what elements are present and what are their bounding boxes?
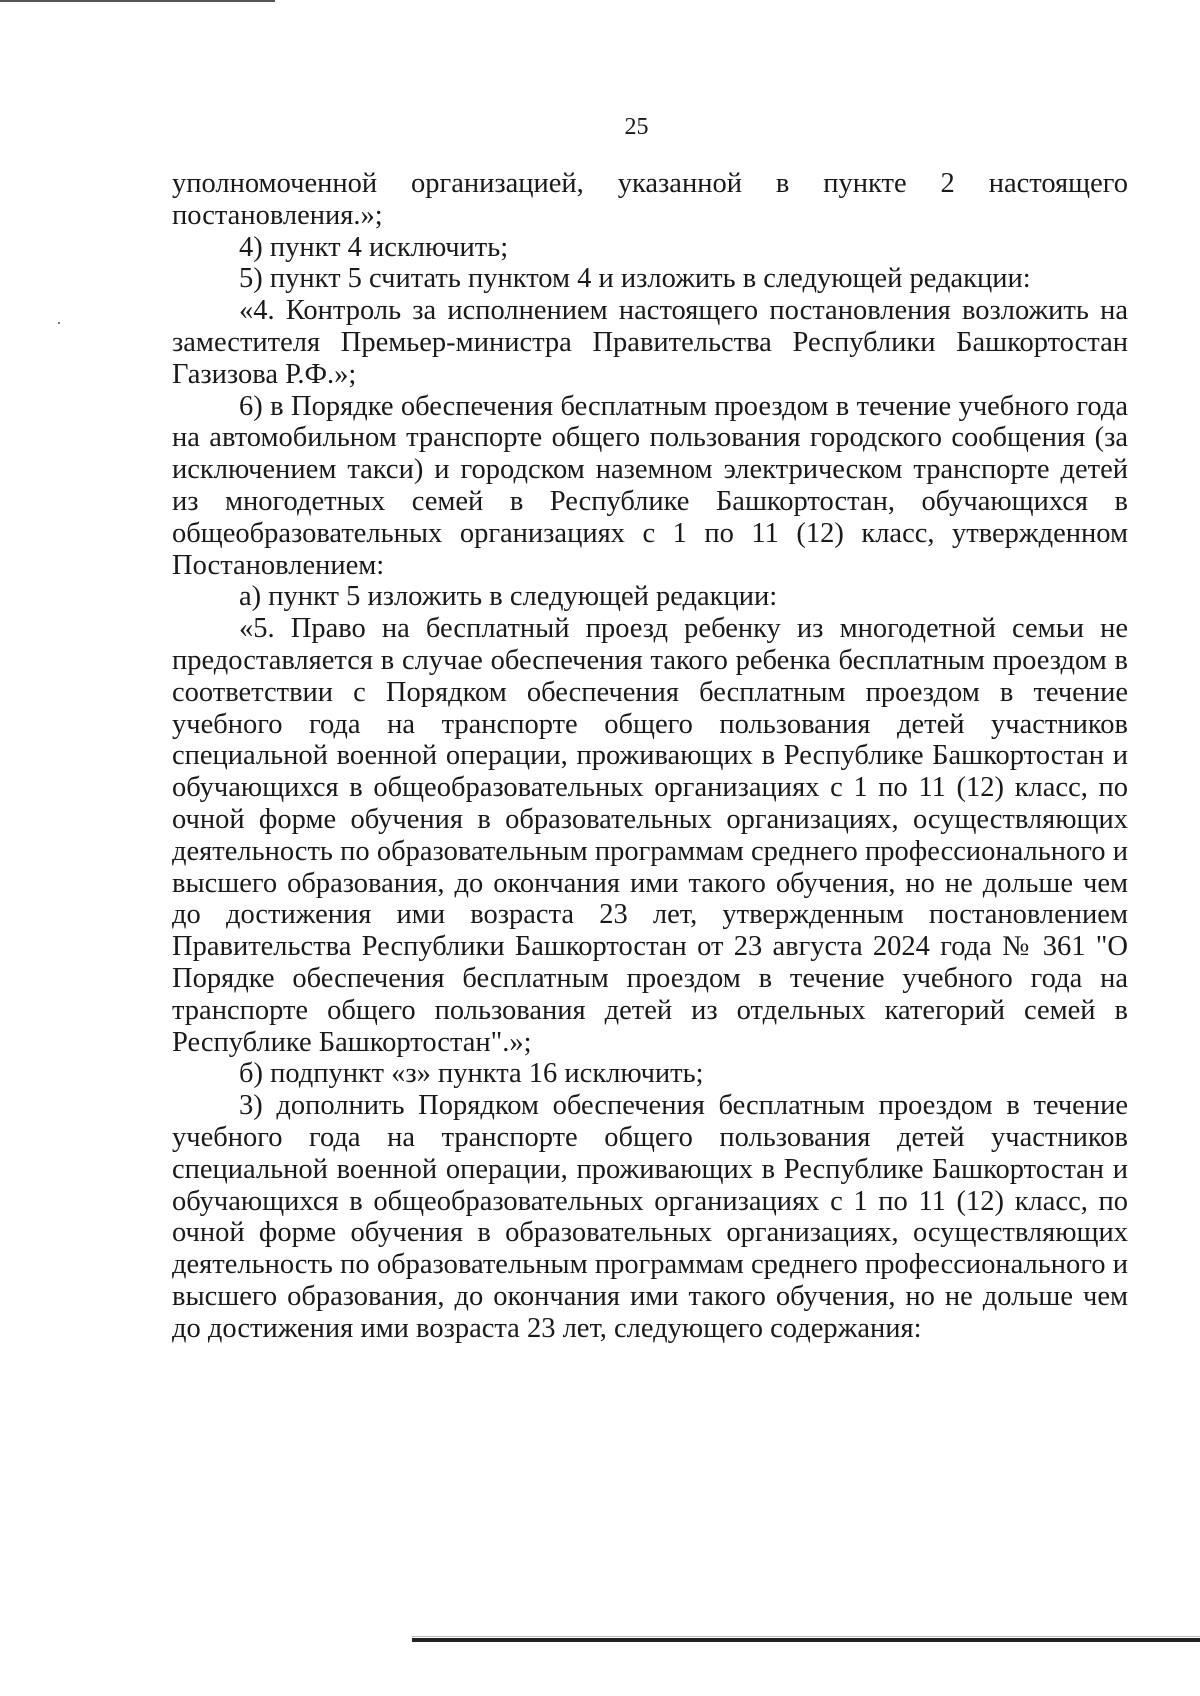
scan-edge-line-top <box>0 0 275 2</box>
paragraph-item-3: 3) дополнить Порядком обеспечения бесплатным проездом в течение учебного года на транспорте общего пользования детей участников специальной военной операции, проживающих в Республике Башкортостан и обучающихся в общеобразовательных организациях с 1 по 11 (12) класс, по очной форме обучения в образовательных организациях, осуществляющих деятельность по образовательным программам среднего профессионального и высшего образования, до окончания ими такого обучения, но не дольше чем до достижения ими возраста 23 лет, следующего содержания: <box>172 1090 1128 1344</box>
scan-speck <box>58 322 60 324</box>
paragraph-continuation: уполномоченной организацией, указанной в пункте 2 настоящего постановления.»; <box>172 168 1128 231</box>
paragraph-subitem-b: б) подпункт «з» пункта 16 исключить; <box>239 1058 704 1090</box>
paragraph-item-5: 5) пункт 5 считать пунктом 4 и изложить в следующей редакции: <box>239 263 1031 295</box>
paragraph-quote-right: «5. Право на бесплатный проезд ребенку из многодетной семьи не предоставляется в случае обеспечения такого ребенка бесплатным проездом в соответствии с Порядком обеспечения бесплатным проездом в течение учебного года на транспорте общего пользования детей участников специальной военной операции, проживающих в Республике Башкортостан и обучающихся в общеобразовательных организациях с 1 по 11 (12) класс, по очной форме обучения в образовательных организациях, осуществляющих деятельность по образовательным программам среднего профессионального и высшего образования, до окончания ими такого обучения, но не дольше чем до достижения ими возраста 23 лет, утвержденным постановлением Правительства Республики Башкортостан от 23 августа 2024 года № 361 "О Порядке обеспечения бесплатным проездом в течение учебного года на транспорте общего пользования детей из отдельных категорий семей в Республике Башкортостан".»; <box>172 613 1128 1058</box>
page-number: 25 <box>624 114 649 140</box>
paragraph-item-4: 4) пункт 4 исключить; <box>239 231 509 263</box>
scan-edge-line-bottom <box>412 1636 1200 1642</box>
paragraph-item-6: 6) в Порядке обеспечения бесплатным проездом в течение учебного года на автомобильном транспорте общего пользования городского сообщения (за исключением такси) и городском наземном электрическом транспорте детей из многодетных семей в Республике Башкортостан, обучающихся в общеобразовательных организациях с 1 по 11 (12) класс, утвержденном Постановлением: <box>172 390 1128 581</box>
paragraph-quote-control: «4. Контроль за исполнением настоящего постановления возложить на заместителя Премьер-министра Правительства Республики Башкортостан Газизова Р.Ф.»; <box>172 295 1128 390</box>
paragraph-subitem-a: а) пункт 5 изложить в следующей редакции: <box>239 581 778 613</box>
document-body <box>172 168 1128 1344</box>
